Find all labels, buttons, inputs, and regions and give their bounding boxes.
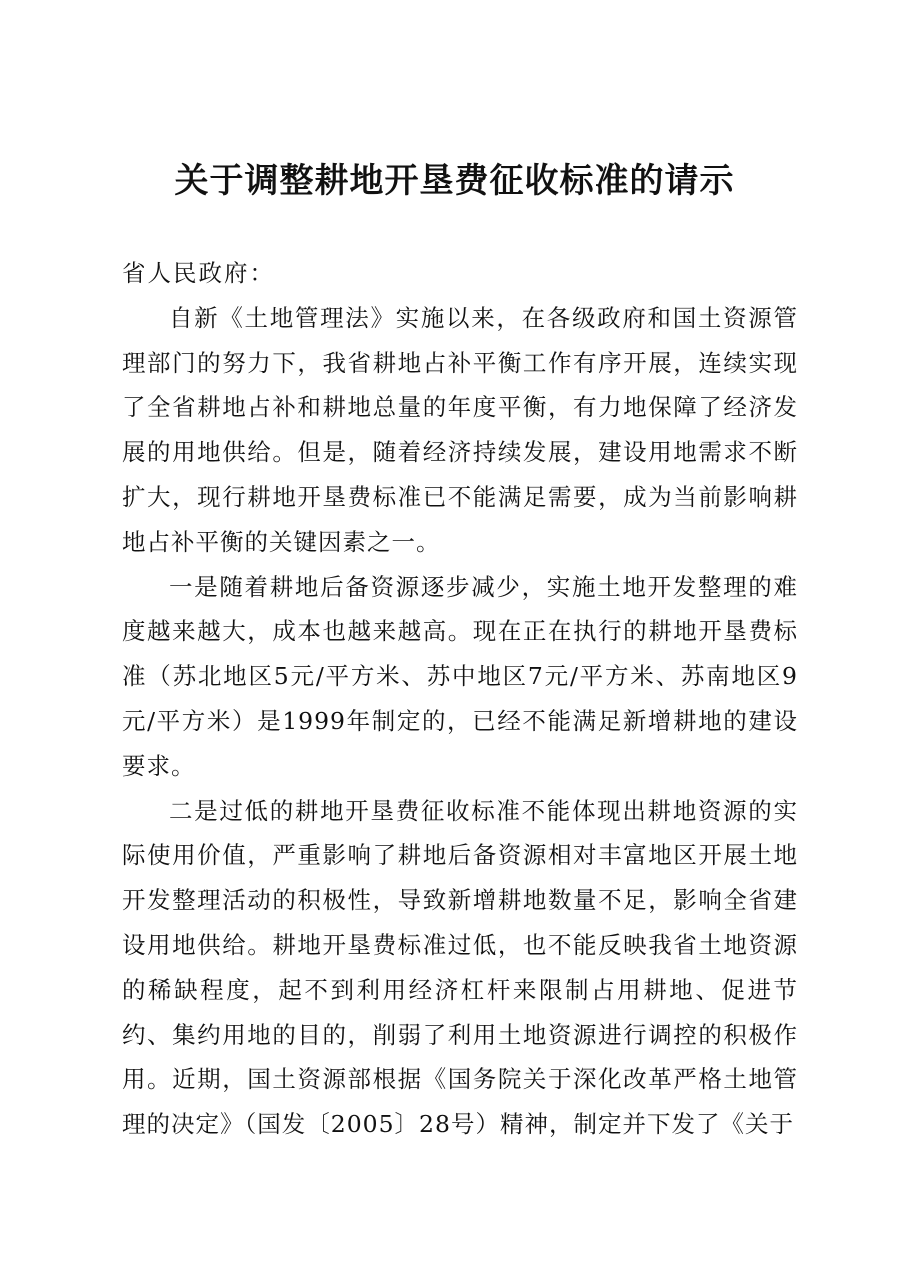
paragraph-1: 自新《土地管理法》实施以来，在各级政府和国土资源管理部门的努力下，我省耕地占补平衡工作有序开展，连续实现了全省耕地占补和耕地总量的年度平衡，有力地保障了经济发展的用地供给。但是，随着经济持续发展，建设用地需求不断扩大，现行耕地开垦费标准已不能满足需要，成为当前影响耕地占补平衡的关键因素之一。 [122, 303, 798, 556]
document-body [122, 251, 798, 1147]
salutation: 省人民政府： [122, 259, 275, 287]
paragraph-3: 二是过低的耕地开垦费征收标准不能体现出耕地资源的实际使用价值，严重影响了耕地后备资源相对丰富地区开展土地开发整理活动的积极性，导致新增耕地数量不足，影响全省建设用地供给。耕地开垦费标准过低，也不能反映我省土地资源的稀缺程度，起不到利用经济杠杆来限制占用耕地、促进节约、集约用地的目的，削弱了利用土地资源进行调控的积极作用。近期，国土资源部根据《国务院关于深化改革严格土地管理的决定》（国发〔2005〕28号）精神，制定并下发了《关于 [122, 796, 798, 1139]
document-title: 关于调整耕地开垦费征收标准的请示 [174, 161, 735, 201]
paragraph-2: 一是随着耕地后备资源逐步减少，实施土地开发整理的难度越来越大，成本也越来越高。现在正在执行的耕地开垦费标准（苏北地区5元/平方米、苏中地区7元/平方米、苏南地区9元/平方米）是1999年制定的，已经不能满足新增耕地的建设要求。 [122, 572, 798, 780]
